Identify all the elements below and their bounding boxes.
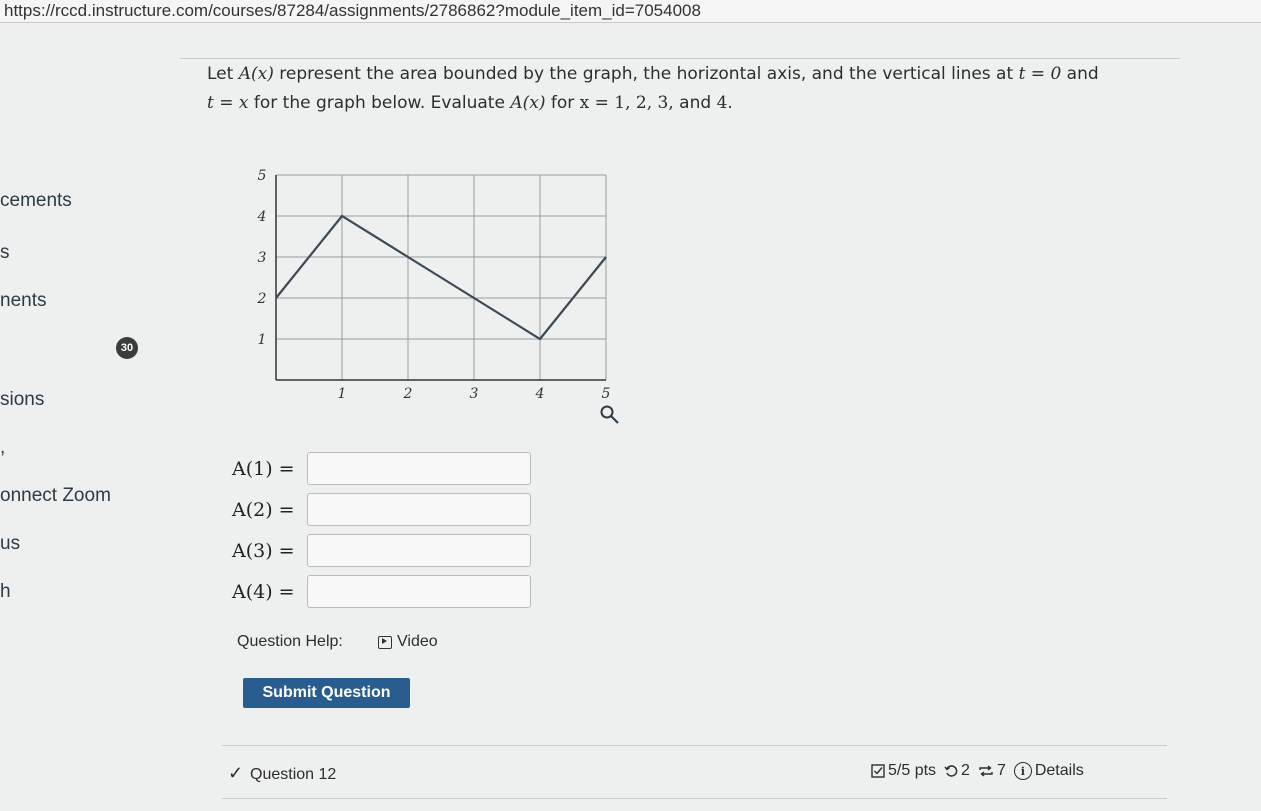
answer-input-a4[interactable] xyxy=(307,575,531,608)
y-tick-label: 4 xyxy=(257,209,267,225)
details-label: Details xyxy=(1034,762,1084,779)
x-tick-label: 3 xyxy=(469,386,479,402)
sidebar-item-syllabus[interactable]: us xyxy=(0,533,21,554)
x-tick-label: 2 xyxy=(403,386,413,402)
undo-icon xyxy=(944,764,958,778)
function-graph xyxy=(235,158,625,408)
answer-label: A(1) = xyxy=(232,458,295,480)
question-footer xyxy=(228,764,1158,790)
sidebar-item-assignments[interactable]: nents xyxy=(0,290,47,311)
top-divider xyxy=(180,58,1180,59)
question-help-label: Question Help: xyxy=(237,633,343,650)
points-group xyxy=(871,762,936,780)
submit-question-button[interactable]: Submit Question xyxy=(243,678,410,708)
checkmark-icon: ✓ xyxy=(228,763,244,783)
divider xyxy=(222,745,1167,746)
answer-label: A(3) = xyxy=(232,540,295,562)
points-text: 5/5 pts xyxy=(888,762,937,779)
info-icon: i xyxy=(1014,762,1032,780)
y-tick-label: 3 xyxy=(257,250,267,266)
x-tick-label: 4 xyxy=(535,386,545,402)
sidebar-item-search[interactable]: h xyxy=(0,581,11,602)
address-bar[interactable] xyxy=(0,0,1261,23)
attempts-text: 7 xyxy=(996,762,1006,779)
details-link[interactable] xyxy=(1014,762,1084,780)
answer-input-a3[interactable] xyxy=(307,534,531,567)
question-stats xyxy=(871,762,1084,780)
answer-label: A(2) = xyxy=(232,499,295,521)
bottom-divider xyxy=(222,798,1167,799)
question-prompt: Let A(x) represent the area bounded by the graph, the horizontal axis, and the vertical lines at t = 0 and t = x for the graph below. Evaluate A(x) for x = 1, 2, 3, and 4. xyxy=(207,64,1099,113)
retries-text: 2 xyxy=(961,762,970,779)
repeat-icon xyxy=(978,764,994,778)
video-label: Video xyxy=(397,633,438,650)
sidebar-item-zoom[interactable]: onnect Zoom xyxy=(0,485,111,506)
x-tick-label: 5 xyxy=(601,386,611,402)
sidebar-item-truncated[interactable]: s xyxy=(0,242,10,263)
sidebar-item-discussions[interactable]: sions xyxy=(0,389,45,410)
answer-input-a1[interactable] xyxy=(307,452,531,485)
video-link[interactable] xyxy=(378,633,438,651)
url-text[interactable]: https://rccd.instructure.com/courses/87284/assignments/2786862?module_item_id=7054008 xyxy=(4,1,701,20)
sidebar-item-fragment[interactable]: , xyxy=(0,437,6,458)
y-tick-label: 2 xyxy=(257,291,267,307)
video-icon xyxy=(378,636,392,649)
sidebar-item-announcements[interactable]: cements xyxy=(0,190,72,211)
notification-badge: 30 xyxy=(116,337,138,359)
y-tick-label: 5 xyxy=(257,168,267,184)
magnifier-icon[interactable] xyxy=(599,404,621,426)
retries-group xyxy=(944,762,970,780)
answer-input-a2[interactable] xyxy=(307,493,531,526)
series-line xyxy=(276,216,606,339)
x-tick-label: 1 xyxy=(337,386,347,402)
attempts-group xyxy=(978,762,1006,780)
question-title[interactable]: Question 12 xyxy=(250,766,337,783)
answer-label: A(4) = xyxy=(232,581,295,603)
checkbox-icon xyxy=(871,764,885,778)
y-tick-label: 1 xyxy=(257,332,267,348)
